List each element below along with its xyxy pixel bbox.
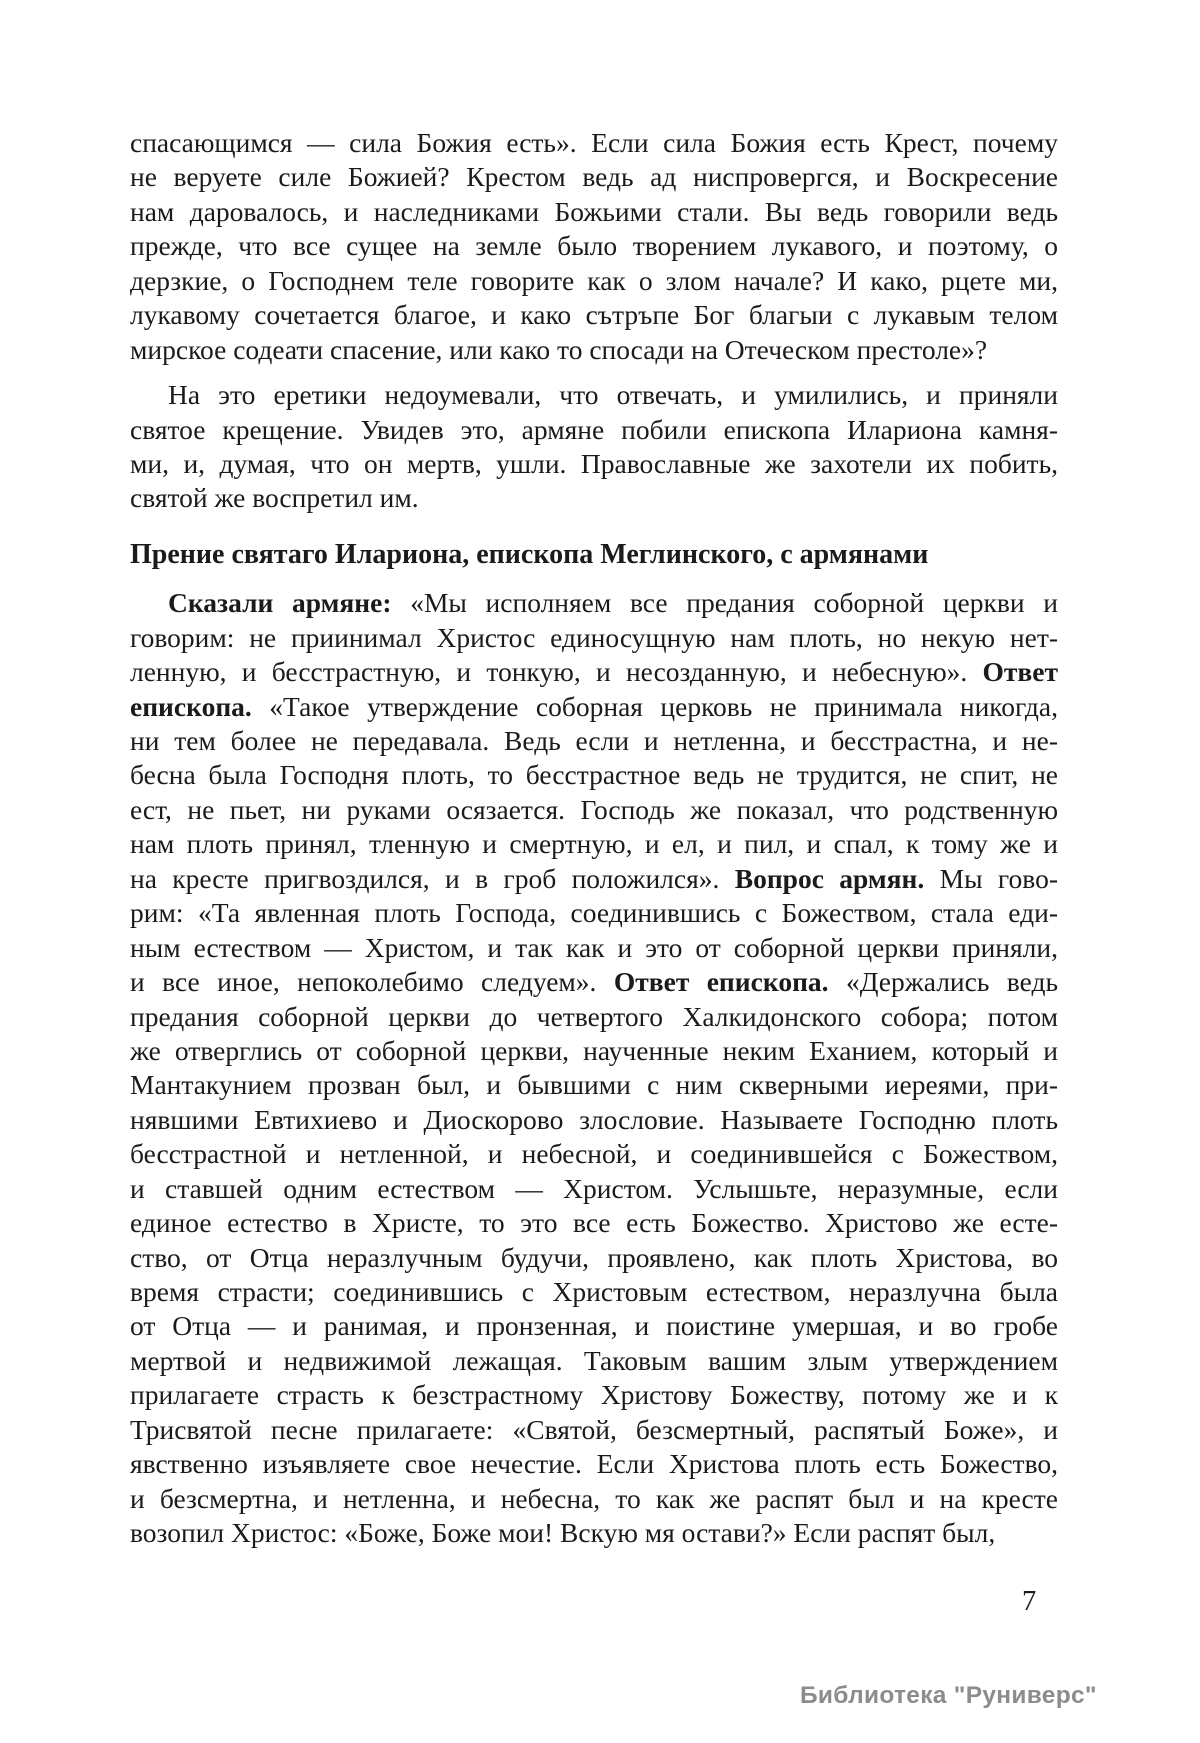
text-line [130,1516,1058,1550]
bold-run: Ответ епископа. [613,966,829,998]
text-run: мирское содеати спасение, или како то спосади на Отеческом престоле»? [130,333,988,365]
text-line [130,1241,1058,1275]
text-run: от Отца — и ранимая, и пронзенная, и поистине умершая, и во гробе [130,1310,1058,1342]
text-line [130,1103,1058,1137]
paragraph-continuation [130,126,1058,367]
text-line [130,264,1058,298]
text-run: же отверглись от соборной церкви, наученные неким Еханием, который и [130,1034,1058,1066]
text-run: Трисвятой песне прилагаете: «Святой, безсмертный, распятый Боже», и [130,1413,1058,1445]
paragraph-dispute [130,586,1058,1550]
text-run: спасающимся — сила Божия есть». Если сила Божия есть Крест, почему [130,127,1058,158]
page-number: 7 [1022,1586,1037,1617]
text-run: дерзкие, о Господнем теле говорите как о злом начале? И како, рцете ми, [130,264,1058,296]
text-run: «Мы исполняем все предания соборной церкви и [391,587,1058,619]
text-run: лукавому сочетается благое, и како сътръпе Бог благыи с лукавым телом [130,299,1058,331]
text-line [130,195,1058,229]
text-run: рим: «Та явленная плоть Господа, соединившись с Божеством, стала еди- [130,897,1058,929]
text-run: На это еретики недоумевали, что отвечать, и умилились, и приняли [168,379,1058,411]
text-run: и безсмертна, и нетленна, и небесна, то как же распят был и на кресте [130,1482,1058,1514]
section-heading [130,538,1058,572]
text-line [130,896,1058,930]
bold-run: Прение святаго Илариона, епископа Меглинского, с армянами [130,538,929,570]
text-line [130,413,1058,447]
text-line [130,298,1058,332]
text-run: нам даровалось, и наследниками Божьими стали. Вы ведь говорили ведь [130,195,1058,227]
text-run: говорим: не приинимал Христос единосущную нам плоть, но некую нет- [130,621,1058,653]
text-run: Мы гово- [924,862,1058,894]
text-run: и ставшей одним естеством — Христом. Услышьте, неразумные, если [130,1172,1058,1204]
text-line [130,1309,1058,1343]
text-line [130,1344,1058,1378]
text-line [130,447,1058,481]
text-line [130,690,1058,724]
text-run: время страсти; соединившись с Христовым естеством, неразлучна была [130,1276,1058,1307]
text-line [130,655,1058,689]
text-line [130,1275,1058,1309]
text-run: ство, от Отца неразлучным будучи, проявлено, как плоть Христова, во [130,1241,1058,1273]
text-run: прежде, что все сущее на земле было творением лукавого, и поэтому, о [130,230,1058,262]
text-run: святое крещение. Увидев это, армяне побили епископа Илариона камня- [130,413,1058,445]
text-line [130,229,1058,263]
bold-run: Вопрос армян. [734,862,925,894]
text-line [130,126,1058,160]
text-line [130,481,1058,515]
text-line [130,1137,1058,1171]
text-run: возопил Христос: «Боже, Боже мои! Вскую мя остави?» Если распят был, [130,1517,996,1549]
text-run: Мантакунием прозван был, и бывшими с ним скверными иереями, при- [130,1069,1058,1101]
text-run: «Держались ведь [828,966,1058,998]
text-run: ест, не пьет, ни руками осязается. Господь же показал, что родственную [130,793,1058,825]
text-block [130,126,1058,1562]
text-line [130,1413,1058,1447]
text-line [130,1068,1058,1102]
text-run: предания соборной церкви до четвертого Халкидонского собора; потом [130,1000,1058,1032]
text-line [130,1447,1058,1481]
text-line [130,965,1058,999]
text-run: ным естеством — Христом, и так как и это от соборной церкви приняли, [130,931,1058,963]
text-line [130,793,1058,827]
text-run: ни тем более не передавала. Ведь если и нетленна, и бесстрастна, и не- [130,725,1058,756]
text-run: не веруете силе Божией? Крестом ведь ад ниспровергся, и Воскресение [130,161,1058,193]
text-line [130,586,1058,620]
text-run: мертвой и недвижимой лежащая. Таковым вашим злым утверждением [130,1344,1058,1376]
text-run: бесстрастной и нетленной, и небесной, и соединившейся с Божеством, [130,1138,1058,1170]
library-watermark: Библиотека "Руниверс" [800,1682,1097,1709]
text-line [130,160,1058,194]
text-line [130,758,1058,792]
text-line [130,538,1058,572]
text-run: единое естество в Христе, то это все есть Божество. Христово же есте- [130,1207,1058,1239]
text-run: бесна была Господня плоть, то бесстрастное ведь не трудится, не спит, не [130,759,1058,791]
text-run: на кресте пригвоздился, и в гроб положился». [130,862,735,894]
paragraph-heretics [130,378,1058,516]
text-line [130,1034,1058,1068]
text-line [130,333,1058,367]
bold-run: епископа. [130,690,252,722]
text-line [130,724,1058,758]
text-run: «Такое утверждение соборная церковь не принимала никогда, [251,690,1058,722]
text-line [130,378,1058,412]
text-line [130,862,1058,896]
text-line [130,621,1058,655]
text-run: ленную, и бесстрастную, и тонкую, и несозданную, и небесную». [130,656,983,688]
text-line [130,1482,1058,1516]
text-line [130,931,1058,965]
text-run: прилагаете страсть к безстрастному Христову Божеству, потому же и к [130,1379,1058,1411]
text-run: явственно изъявляете свое нечестие. Если Христова плоть есть Божество, [130,1448,1058,1480]
text-line [130,1378,1058,1412]
text-line [130,1000,1058,1034]
text-run: святой же воспретил им. [130,482,419,514]
bold-run: Ответ [982,656,1058,688]
bold-run: Сказали армяне: [168,587,392,619]
text-run: ми, и, думая, что он мертв, ушли. Православные же захотели их побить, [130,447,1058,479]
text-run: нявшими Евтихиево и Диоскорово злословие. Называете Господню плоть [130,1103,1058,1135]
text-line [130,827,1058,861]
text-line [130,1206,1058,1240]
text-run: и все иное, непоколебимо следуем». [130,966,614,998]
text-line [130,1172,1058,1206]
text-run: нам плоть принял, тленную и смертную, и ел, и пил, и спал, к тому же и [130,828,1058,860]
